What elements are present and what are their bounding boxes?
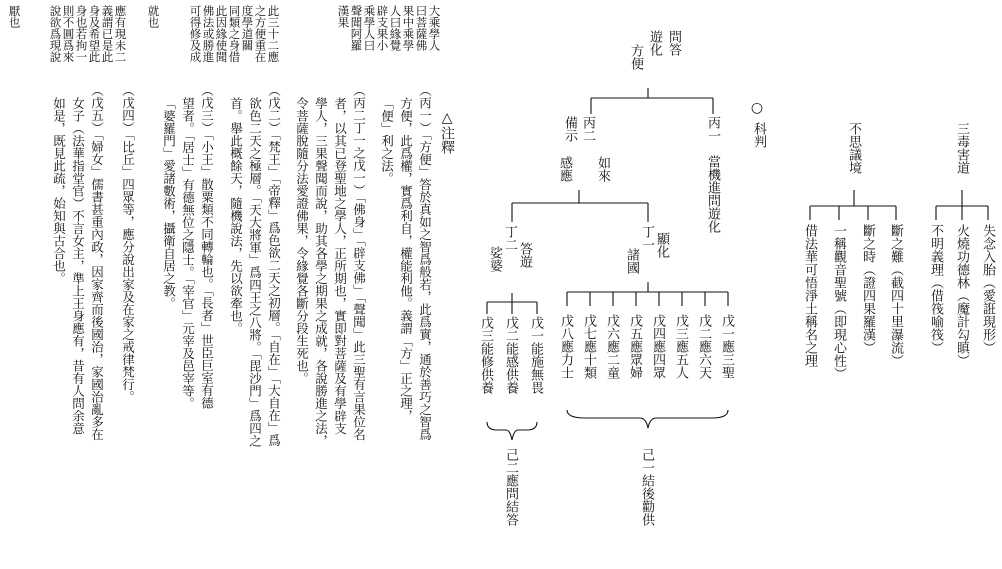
sandu-item-1: 失念入胎（愛誑現形）	[980, 224, 995, 354]
root-node-col1: 問答	[666, 30, 681, 56]
node-ding1-col2: 顯化	[654, 232, 669, 258]
margin-line: 漢果	[336, 5, 351, 28]
node-ding2-col1: 丁二	[502, 225, 517, 251]
margin-line: 大乘學人	[427, 5, 442, 51]
margin-line: 人曰緣覺	[388, 5, 403, 51]
margin-line: 厭也	[7, 5, 22, 28]
leaf-wu7: 戊七應十類	[581, 314, 596, 379]
margin-line: 度學道關	[240, 5, 255, 51]
margin-line: 之方便重在	[253, 5, 268, 63]
note-line: （戊三）「小王」散粟類不同轉輪也。「長者」世臣巨室有德	[199, 84, 215, 409]
sandu-title: 三毒害道	[954, 122, 969, 174]
busiyi-title: 不思議境	[846, 122, 861, 174]
note-line: 首。舉此概餘天，隨機說法，先以欲牽也。	[228, 97, 244, 335]
note-line: （戊五）「婦女」儒書甚重內政，因家齊而後國治，家國治亂多在	[89, 84, 105, 441]
node-bing2-col3: 如來	[595, 156, 610, 182]
margin-line: 乘學人曰	[362, 5, 377, 51]
node-ding1-col1: 丁一	[639, 225, 654, 251]
kepan-label: 科判	[751, 122, 766, 148]
node-bing1: 丙一 當機進問遊化	[705, 116, 720, 233]
node-bing2-col4: 感應	[557, 156, 572, 182]
margin-line: 佛法或勝進	[201, 5, 216, 63]
notes-title: △注釋	[439, 110, 455, 154]
summary-ji2: 己二應問結答	[503, 448, 518, 526]
note-line: （丙二丁一之戊一）「佛身」「辟支佛」「聲聞」此三聖有言果位名	[351, 84, 367, 441]
root-node-col2: 遊化	[647, 30, 662, 56]
margin-line: 曰菩薩佛	[414, 5, 429, 51]
leaf-wu8: 戊八應力士	[558, 314, 573, 379]
margin-line: 果中乘學	[401, 5, 416, 51]
margin-line: 就也	[146, 5, 161, 28]
sandu-item-3: 不明義理（借筏喻筏）	[928, 224, 943, 354]
kepan-circle: ○	[749, 100, 765, 116]
margin-line: 說欲爲現說	[48, 5, 63, 63]
root-node-col3: 方便	[628, 44, 643, 70]
note-line: 學人，三果聲聞而說，助其各學之期果之成就，各說勝進之法，	[313, 97, 329, 447]
note-line: 欲色二天之極層。「天大將軍」爲四王之八將。「毘沙門」爲四之	[247, 97, 263, 447]
margin-line: 則不圓爲來	[61, 5, 76, 63]
busiyi-item-1: 斷之難（截四十里瀑流）	[888, 224, 903, 367]
margin-line: 聲聞阿羅	[349, 5, 364, 51]
margin-line: 同類之身借	[227, 5, 242, 63]
margin-line: 此因緣使聞	[214, 5, 229, 63]
leaf-c2-wu2: 戊二能感供養	[503, 316, 518, 394]
margin-line: 身也若拘一	[74, 5, 89, 63]
busiyi-item-3: 一稱觀音聖號（即現心性）	[831, 224, 846, 380]
note-line: （戊二）「梵王」「帝釋」爲色欲二天之初層。「自在」「大自在」爲	[266, 84, 282, 447]
note-line: 「婆羅門」愛諸數術，攝衛自居之教。	[161, 97, 177, 310]
leaf-wu3: 戊三應五人	[673, 314, 688, 379]
node-ding2-col2: 答遊	[517, 242, 532, 268]
margin-line: 可得修及成	[188, 5, 203, 63]
summary-ji1: 己一結後勸供	[639, 448, 654, 526]
busiyi-item-4: 借法華可悟淨土稱名之理	[802, 224, 817, 367]
note-line: 如是，既見此疏，始知與古合也。	[51, 97, 67, 285]
busiyi-item-2: 斷之時（證四果羅漢）	[860, 224, 875, 354]
margin-line: 辟支果小	[375, 5, 390, 51]
note-line: 者，以其已登聖地之學人，正所期也，實即對菩薩及有學辟支	[332, 97, 348, 435]
sandu-item-2: 火燒功德林（魔計勾瞋）	[954, 224, 969, 367]
note-line: 方便，此爲權，實爲利自，權能利他。義謂「方」正之理，	[398, 97, 414, 422]
margin-line: 此三十二應	[266, 5, 281, 63]
leaf-wu1: 戊一應三聖	[719, 314, 734, 379]
leaf-wu2: 戊二應六天	[696, 314, 711, 379]
margin-line: 義謂已是此	[100, 5, 115, 63]
margin-line: 身及希望此	[87, 5, 102, 63]
note-line: （丙一）「方便」答於真如之智爲般若，此爲實，通於善巧之智爲	[417, 84, 433, 441]
node-bing2-col2: 備示	[562, 116, 577, 142]
node-ding2-col3: 娑婆	[487, 246, 502, 272]
note-line: 女子（法華指堂官）不言女主，準上王身應有，昔有人問余意	[70, 97, 86, 435]
note-line: 令菩薩脫隨分法愛證佛果，令緣覺各斷分段生死也。	[294, 97, 310, 385]
note-line: 「便」利之法。	[379, 97, 395, 185]
note-line: （戊四）「比丘」四眾等，應分說出家及在家之戒律梵行。	[120, 84, 136, 403]
note-line: 望者。「居士」有德無位之隱士。「宰官」元宰及邑宰等。	[180, 97, 196, 410]
leaf-c2-wu3: 戊三能修供養	[478, 316, 493, 394]
margin-line: 應有現未二	[113, 5, 128, 63]
leaf-wu6: 戊六應二童	[604, 314, 619, 379]
leaf-c2-wu1: 戊一能施無畏	[528, 316, 543, 394]
leaf-wu4: 戊四應四眾	[650, 314, 665, 379]
node-bing2-col1: 丙二	[580, 116, 595, 142]
leaf-wu5: 戊五應眾婦	[627, 314, 642, 379]
node-ding1-col3: 諸國	[624, 248, 639, 274]
